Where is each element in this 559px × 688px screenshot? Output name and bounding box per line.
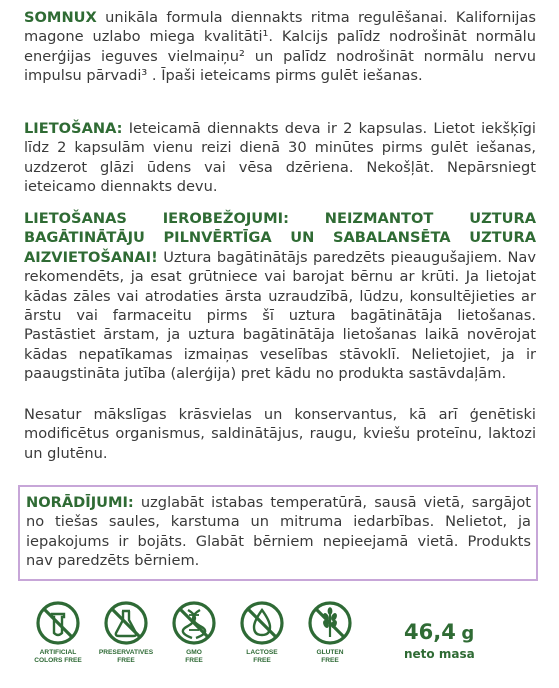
usage-paragraph: [24, 119, 536, 197]
free-from-badges: [26, 600, 366, 684]
weight-unit: g: [461, 623, 475, 644]
lactose-free-icon: [239, 600, 285, 646]
badge-label: LACTOSE FREE: [246, 649, 278, 664]
badge-label: ARTIFICIAL COLORS FREE: [34, 649, 82, 664]
badge-lactose: [230, 600, 294, 665]
restrictions-text: Uztura bagātinātājs paredzēts pieaugušajiem. Nav rekomendēts, ja esat grūtniece vai barojat bērnu ar krūti. Ja lietojat kādas zāles vai atrodaties ārsta uzraudzībā, lūdzu, konsultējieties ar ārstu vai farmaceitu pirms šī uztura bagātinātāja lietošanas. Pastāstiet ārstam, ja uztura bagātinātāja lietošanas laikā novērojat kādas nepatīkamas izmaiņas veselības stāvoklī. Nelietojiet, ja ir paaugstināta jutība (alerģija) pret kādu no produkta sastāvdaļām.: [24, 248, 536, 383]
weight-value: 46,4: [404, 620, 456, 644]
badge-artificial-colors: [26, 600, 90, 665]
notice-text: uzglabāt istabas temperatūrā, sausā vietā, sargājot no tiešas saules, karstuma un mitruma iedarbības. Nelietot, ja iepakojums ir bojāts. Glabāt bērniem nepieejamā vietā. Produkts nav paredzēts bērniem.: [26, 494, 531, 570]
badge-label: PRESERVATIVES FREE: [98, 649, 154, 664]
free-from-paragraph: Nesatur mākslīgas krāsvielas un konservantus, kā arī ģenētiski modificētus organismus, saldinātājus, raugu, kviešu proteīnu, laktozi un glutēnu.: [24, 406, 536, 462]
notice-paragraph: [26, 493, 531, 571]
notice-heading: NORĀDĪJUMI:: [26, 494, 134, 511]
weight-label: neto masa: [404, 647, 475, 661]
artificial-colors-free-icon: [35, 600, 81, 646]
preservatives-free-icon: [103, 600, 149, 646]
badge-gmo: [162, 600, 226, 665]
restrictions-heading: LIETOŠANAS IEROBEŽOJUMI: NEIZMANTOT UZTURA BAGĀTINĀTĀJU PILNVĒRTĪGA UN SABALANSĒTA UZTURA AIZVIETOŠANAI!: [24, 210, 536, 266]
gmo-free-icon: [171, 600, 217, 646]
intro-paragraph: [24, 8, 536, 86]
restrictions-paragraph: [24, 209, 536, 384]
product-name: SOMNUX: [24, 9, 97, 26]
badge-label: GMO FREE: [185, 649, 203, 664]
badge-label: GLUTEN FREE: [316, 649, 344, 664]
usage-heading: LIETOŠANA:: [24, 120, 123, 137]
badge-gluten: [298, 600, 362, 665]
intro-text: unikāla formula diennakts ritma regulēšanai. Kalifornijas magone uzlabo miega kvalitāti¹. Kalcijs palīdz nodrošināt normālu enerģijas ieguves vielmaiņu² un palīdz nodrošināt normālu nervu impulsu pārvadi³ . Īpaši ieteicams pirms gulēt iešanas.: [24, 9, 536, 85]
badge-preservatives: [94, 600, 158, 665]
usage-text: Ieteicamā diennakts deva ir 2 kapsulas. Lietot iekšķīgi līdz 2 kapsulām vienu reizi dienā 30 minūtes pirms gulēt iešanas, uzdzerot glāzi ūdens vai vēsa dzēriena. Nekošļāt. Nepārsniegt ieteicamo diennakts devu.: [24, 120, 536, 196]
net-weight: [404, 620, 475, 662]
gluten-free-icon: [307, 600, 353, 646]
